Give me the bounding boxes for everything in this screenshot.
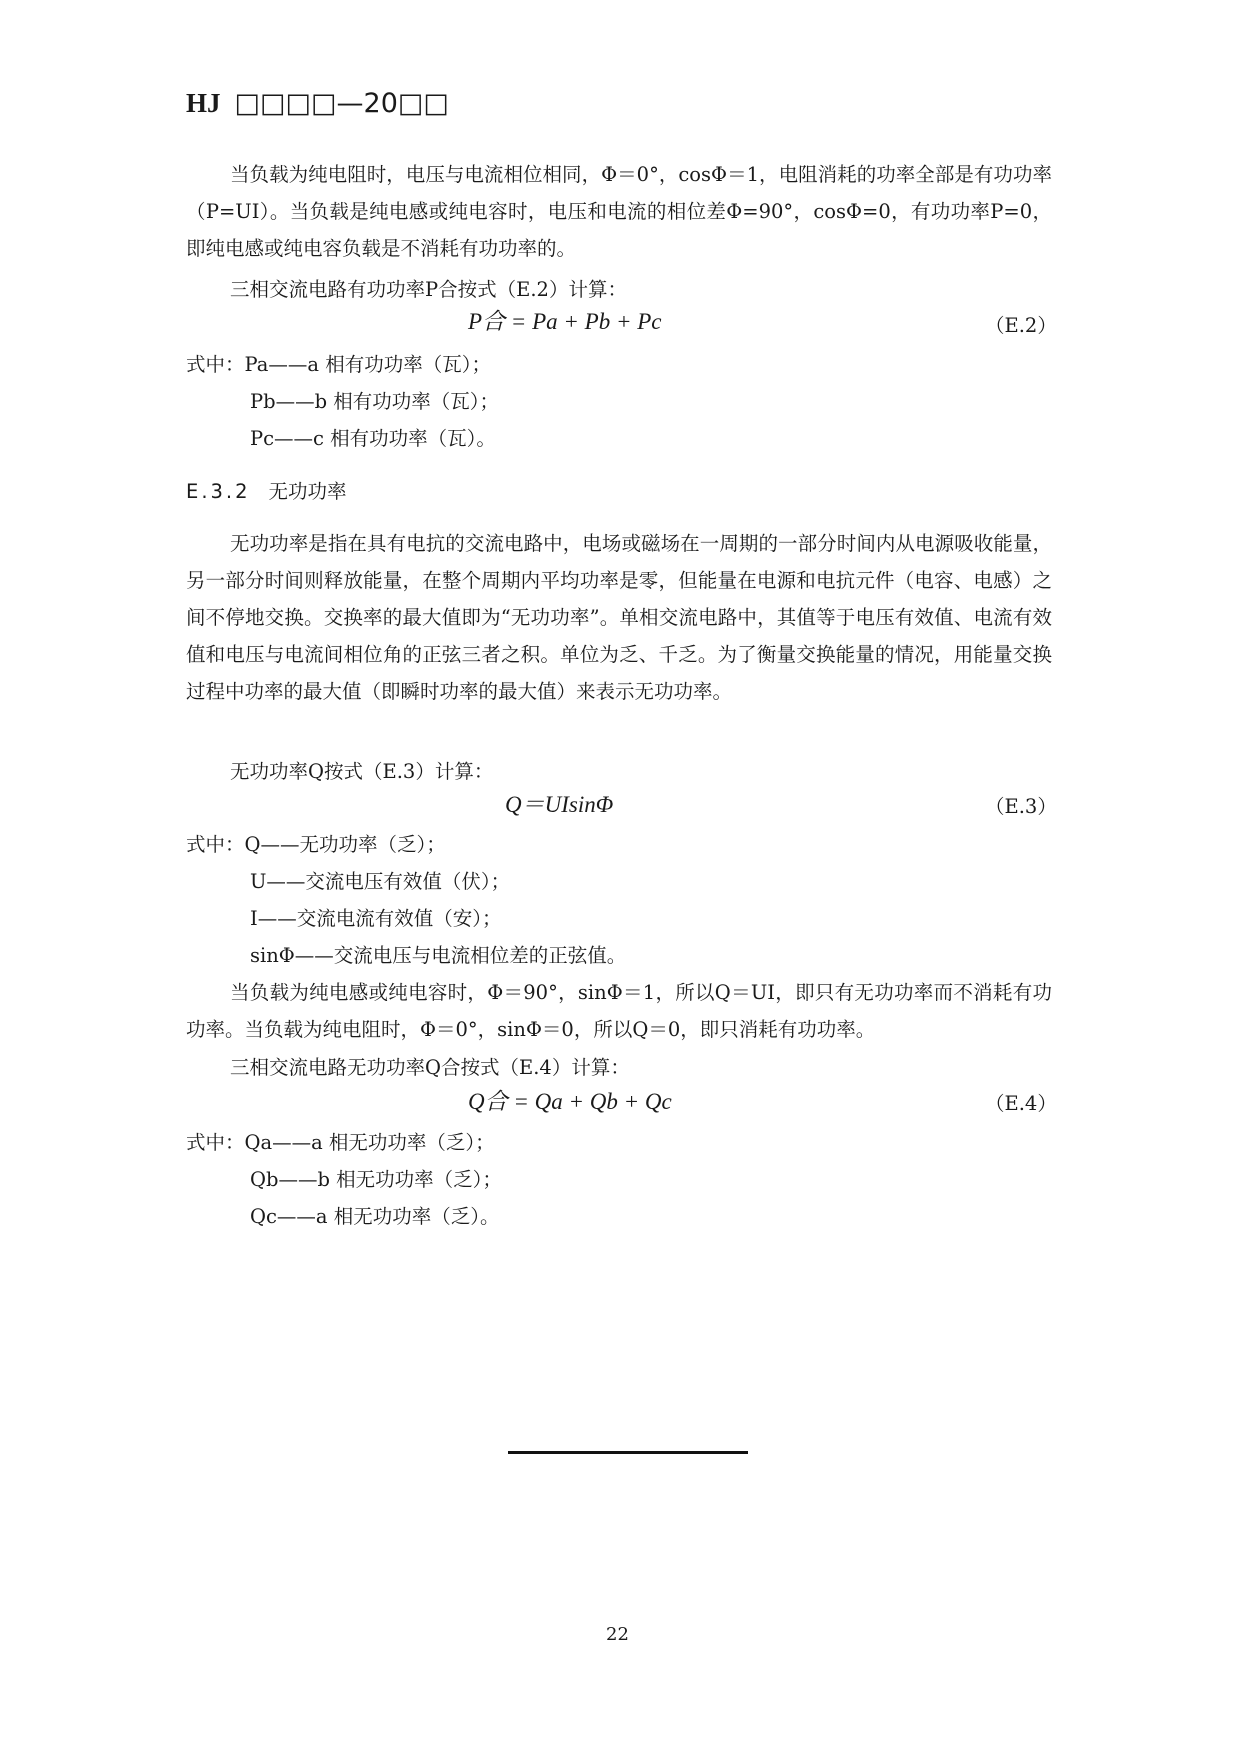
paragraph-resistive-load: 当负载为纯电阻时，电压与电流相位相同，Φ＝0°，cosΦ＝1，电阻消耗的功率全部是有功功率（P=UI）。当负载是纯电感或纯电容时，电压和电流的相位差Φ=90°，cosΦ=0，有功功率P=0，即纯电感或纯电容负载是不消耗有功功率的。 <box>186 163 1052 260</box>
definition-u: U——交流电压有效值（伏）； <box>250 870 511 893</box>
equation-e2: P合 = Pa + Pb + Pc <box>468 309 662 334</box>
page-number: 22 <box>606 1624 629 1645</box>
definition-pb: Pb——b 相有功功率（瓦）； <box>250 390 500 413</box>
definition-pc: Pc——c 相有功功率（瓦）。 <box>250 427 496 450</box>
standard-code: HJ <box>186 88 221 118</box>
definition-q: 式中：Q——无功功率（乏）； <box>186 833 446 856</box>
equation-label-e4: （E.4） <box>985 1092 1057 1115</box>
intro-e3: 无功功率Q按式（E.3）计算： <box>230 760 494 783</box>
document-header <box>186 88 449 119</box>
equation-label-e3: （E.3） <box>985 795 1057 818</box>
equation-label-e2: （E.2） <box>985 314 1057 337</box>
standard-number: □□□□—20□□ <box>234 88 449 119</box>
section-title: 无功功率 <box>268 480 347 503</box>
definition-sinphi: sinΦ——交流电压与电流相位差的正弦值。 <box>250 944 627 967</box>
definition-pa: 式中：Pa——a 相有功功率（瓦）； <box>186 353 491 376</box>
section-heading <box>186 476 347 504</box>
equation-e3: Q＝UIsinΦ <box>505 792 614 817</box>
intro-e2: 三相交流电路有功功率P合按式（E.2）计算： <box>230 278 627 301</box>
definition-i: I——交流电流有效值（安）； <box>250 907 502 930</box>
definition-qa: 式中：Qa——a 相无功功率（乏）； <box>186 1131 495 1154</box>
paragraph-reactive-power-definition: 无功功率是指在具有电抗的交流电路中，电场或磁场在一周期的一部分时间内从电源吸收能量，另一部分时间则释放能量，在整个周期内平均功率是零，但能量在电源和电抗元件（电容、电感）之间不停地交换。交换率的最大值即为“无功功率”。单相交流电路中，其值等于电压有效值、电流有效值和电压与电流间相位角的正弦三者之积。单位为乏、千乏。为了衡量交换能量的情况，用能量交换过程中功率的最大值（即瞬时功率的最大值）来表示无功功率。 <box>186 532 1052 703</box>
equation-e4: Q合 = Qa + Qb + Qc <box>468 1089 672 1114</box>
definition-qb: Qb——b 相无功功率（乏）； <box>250 1168 502 1191</box>
definition-qc: Qc——a 相无功功率（乏）。 <box>250 1205 500 1228</box>
section-number: E.3.2 <box>186 480 251 503</box>
paragraph-inductive-load: 当负载为纯电感或纯电容时，Φ＝90°，sinΦ＝1，所以Q＝UI，即只有无功功率而不消耗有功功率。当负载为纯电阻时，Φ＝0°，sinΦ＝0，所以Q＝0，即只消耗有功功率。 <box>186 981 1052 1041</box>
end-of-document-rule <box>508 1451 748 1454</box>
intro-e4: 三相交流电路无功功率Q合按式（E.4）计算： <box>230 1056 630 1079</box>
